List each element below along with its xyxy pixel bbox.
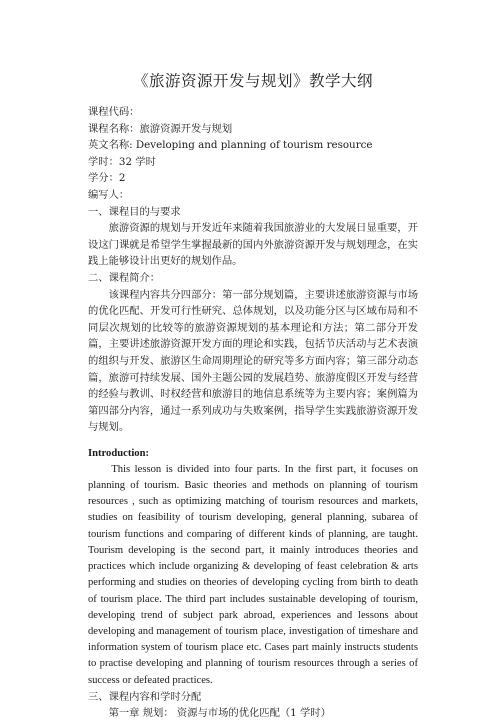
course-name: 课程名称：旅游资源开发与规划 (88, 122, 233, 135)
section-body-summary: 该课程内容共分四部分：第一部分规划篇，主要讲述旅游资源与市场的优化匹配、开发可行性研究、总体规划，以及功能分区与区域布局和不同层次规划的比较等的旅游资源规划的基本理论和方法；第二部分开发篇，主要讲述旅游资源开发方面的理论和实践，包括节庆活动与艺术表演的组织与开发、旅游区生命周期理论的研究等多方面内容；第三部分动态篇，旅游可持续发展、国外主题公园的发展趋势、旅游度假区开发与经营的经验与教训、时权经营和旅游目的地信息系统等为主要内容；案例篇为第四部分内容，通过一系列成功与失败案例，指导学生实践旅游资源开发与规划。 (88, 288, 418, 434)
course-meta (88, 104, 418, 204)
section-body-objectives: 旅游资源的规划与开发近年来随着我国旅游业的大发展日显重要，开设这门课就是希望学生掌握最新的国内外旅游资源开发与规划理念，在实践上能够设计出更好的规划作品。 (88, 222, 418, 268)
section-heading-summary: 二、课程简介： (88, 271, 161, 284)
introduction-heading: Introduction: (88, 447, 150, 459)
document-page (88, 70, 418, 722)
course-hours: 学时：32 学时 (88, 155, 156, 168)
document-title: 《旅游资源开发与规划》教学大纲 (132, 72, 373, 90)
course-author: 编写人： (88, 188, 130, 201)
introduction-body: This lesson is divided into four parts. In the first part, it focuses on planning of tourism. Basic theories and methods on planning of tourism resources , such as optimizing matching of tourism resources and markets, studies on feasibility of tourism developing, general planning, subarea of tourism functions and comparing of different kinds of planning, are taught. Tourism developing is the second part, it mainly introduces theories and practices which include organizing & developing of feast celebration & arts performing and studies on theories of developing cycling from birth to death of tourism place. The third part includes sustainable developing of tourism, developing trend of subject park abroad, experiences and lessons about developing and management of tourism place, investigation of timeshare and information system of tourism place etc. Cases part mainly instructs students to practise developing and planning of tourism resources through a series of success or defeated practices. (88, 463, 418, 686)
chapter-1-title: 第一章 规划： 资源与市场的优化匹配（1 学时） (108, 707, 331, 720)
english-name: 英文名称: Developing and planning of tourism resource (88, 139, 373, 152)
section-heading-content: 三、课程内容和学时分配 (88, 690, 202, 703)
course-code: 课程代码： (88, 106, 140, 118)
section-heading-objectives: 一、课程目的与要求 (88, 205, 181, 218)
course-credits: 学分：2 (88, 172, 126, 185)
